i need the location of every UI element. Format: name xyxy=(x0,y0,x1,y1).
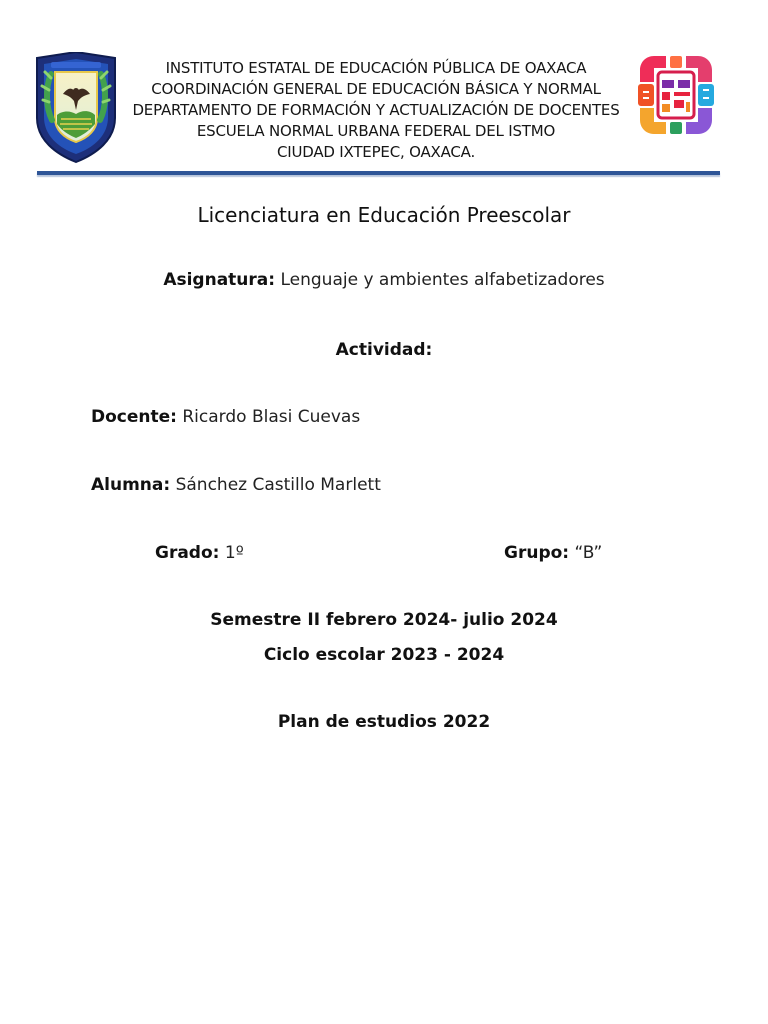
grade-value: 1º xyxy=(224,543,244,563)
group-label: Grupo: xyxy=(504,543,570,563)
study-plan-line: Plan de estudios 2022 xyxy=(277,712,491,732)
grade-label: Grado: xyxy=(155,543,220,563)
subject-value: Lenguaje y ambientes alfabetizadores xyxy=(280,270,605,290)
student-name: Sánchez Castillo Marlett xyxy=(175,475,381,495)
school-cycle-line: Ciclo escolar 2023 - 2024 xyxy=(263,645,505,665)
header-line-coordination: COORDINACIÓN GENERAL DE EDUCACIÓN BÁSICA Y NORMAL xyxy=(151,80,601,98)
subject-line xyxy=(0,270,768,290)
institution-header xyxy=(118,58,634,163)
subject-label: Asignatura: xyxy=(163,270,276,290)
activity-line xyxy=(0,340,768,360)
school-logo xyxy=(632,52,720,138)
header-line-school: ESCUELA NORMAL URBANA FEDERAL DEL ISTMO xyxy=(196,122,556,140)
student-label: Alumna: xyxy=(91,475,171,495)
semester-line: Semestre II febrero 2024- julio 2024 xyxy=(210,610,558,630)
teacher-line xyxy=(91,407,360,427)
header-divider xyxy=(37,171,720,175)
grade-line xyxy=(155,543,244,563)
group-value: “B” xyxy=(574,543,603,563)
program-title: Licenciatura en Educación Preescolar xyxy=(197,203,571,227)
group-line xyxy=(504,543,602,563)
header-line-department: DEPARTAMENTO DE FORMACIÓN Y ACTUALIZACIÓN DE DOCENTES xyxy=(132,101,620,119)
institution-crest-logo xyxy=(33,52,119,164)
activity-label: Actividad: xyxy=(335,340,433,360)
student-line xyxy=(91,475,381,495)
teacher-name: Ricardo Blasi Cuevas xyxy=(182,407,361,427)
header-line-city: CIUDAD IXTEPEC, OAXACA. xyxy=(276,143,476,161)
teacher-label: Docente: xyxy=(91,407,177,427)
header-line-institute: INSTITUTO ESTATAL DE EDUCACIÓN PÚBLICA DE OAXACA xyxy=(165,59,587,77)
